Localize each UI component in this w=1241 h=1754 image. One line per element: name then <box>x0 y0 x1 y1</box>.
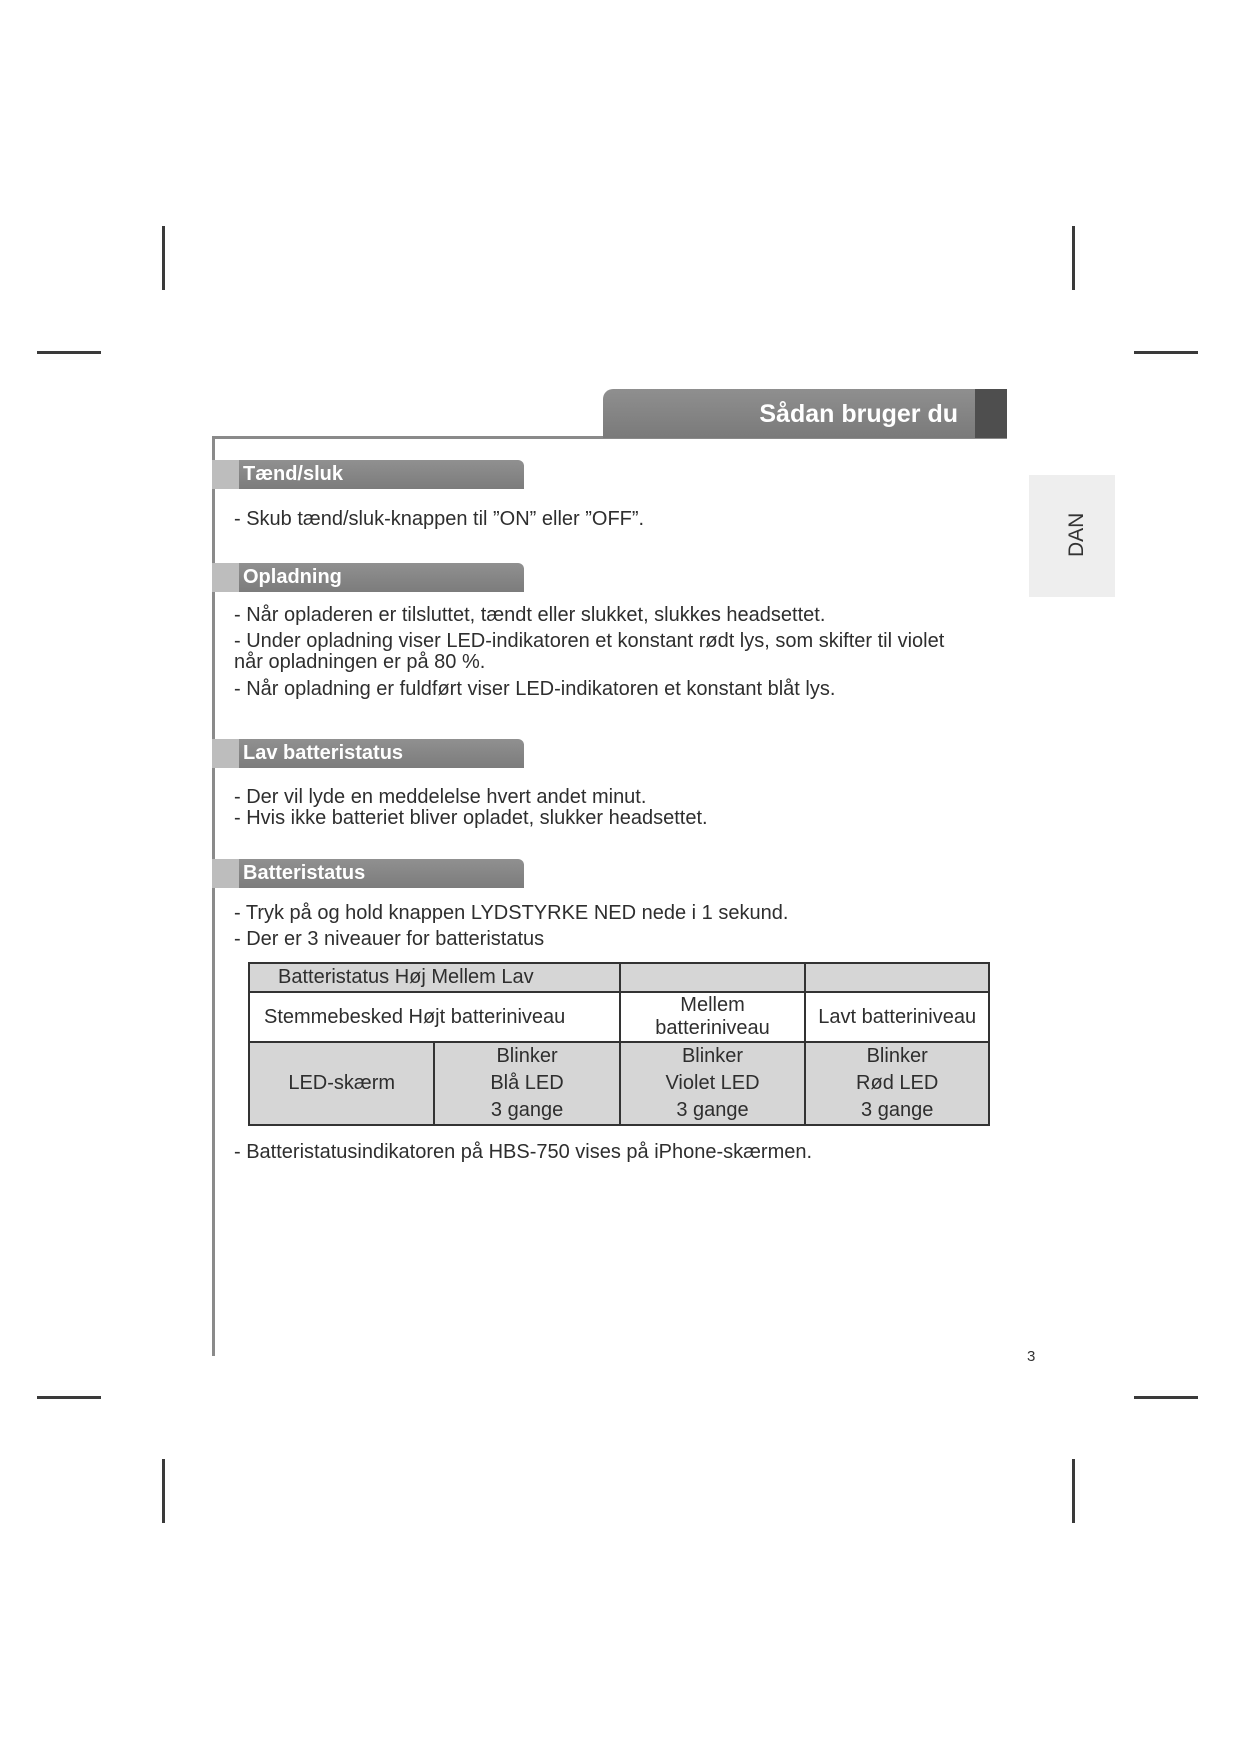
charging-line-2: - Under opladning viser LED-indikatoren et konstant rødt lys, som skifter til violet <box>234 630 945 652</box>
crop-mark-top-right <box>1072 226 1075 290</box>
language-tab <box>1029 475 1115 597</box>
section-header-charging <box>212 563 524 592</box>
table-cell: Lavt batteriniveau <box>805 992 989 1042</box>
section-header-battery-status <box>212 859 524 888</box>
table-header-cell: Batteristatus Høj Mellem Lav <box>249 963 620 992</box>
section-title: Opladning <box>243 566 342 588</box>
battery-status-line-1: - Tryk på og hold knappen LYDSTYRKE NED nede i 1 sekund. <box>234 902 789 924</box>
language-label: DAN <box>1065 512 1088 557</box>
low-battery-line-1: - Der vil lyde en meddelelse hvert andet minut. <box>234 786 647 808</box>
power-line-1: - Skub tænd/sluk-knappen til ”ON” eller ”OFF”. <box>234 508 645 530</box>
crop-mark-bottom-left <box>162 1459 165 1523</box>
crop-mark-top-right-h <box>1134 351 1198 354</box>
table-row <box>249 992 989 1042</box>
table-cell: Stemmebesked Højt batteriniveau <box>249 992 620 1042</box>
table-cell <box>434 1042 619 1125</box>
table-cell <box>805 1042 989 1125</box>
crop-mark-bottom-right <box>1072 1459 1075 1523</box>
section-title: Lav batteristatus <box>243 742 404 764</box>
crop-mark-bottom-right-h <box>1134 1396 1198 1399</box>
led-count-label: 3 gange <box>676 1099 749 1121</box>
table-row-label: LED-skærm <box>249 1042 434 1125</box>
table-cell: Mellem batteriniveau <box>620 992 806 1042</box>
charging-line-1: - Når opladeren er tilsluttet, tændt eller slukket, slukkes headsettet. <box>234 604 826 626</box>
crop-mark-top-left-h <box>37 351 101 354</box>
table-row <box>249 963 989 992</box>
section-title: Batteristatus <box>243 862 366 884</box>
led-blink-label: Blinker <box>496 1045 558 1067</box>
charging-line-4: - Når opladning er fuldført viser LED-indikatoren et konstant blåt lys. <box>234 678 836 700</box>
led-count-label: 3 gange <box>861 1099 934 1121</box>
page-number: 3 <box>1027 1348 1036 1365</box>
led-color-label: Violet LED <box>665 1072 760 1094</box>
table-header-cell <box>805 963 989 992</box>
battery-status-line-2: - Der er 3 niveauer for batteristatus <box>234 928 545 950</box>
crop-mark-top-left <box>162 226 165 290</box>
led-blink-label: Blinker <box>866 1045 928 1067</box>
low-battery-line-2: - Hvis ikke batteriet bliver opladet, slukker headsettet. <box>234 807 708 829</box>
led-color-label: Rød LED <box>856 1072 939 1094</box>
battery-status-table <box>248 962 990 1126</box>
section-header-low-battery <box>212 739 524 768</box>
section-header-power <box>212 460 524 489</box>
table-row <box>249 1042 989 1125</box>
chapter-header-block <box>975 389 1007 438</box>
led-count-label: 3 gange <box>490 1099 564 1121</box>
chapter-title: Sådan bruger du <box>759 400 958 428</box>
led-color-label: Blå LED <box>490 1072 564 1094</box>
table-header-cell <box>620 963 806 992</box>
charging-line-3: når opladningen er på 80 %. <box>234 651 486 673</box>
table-cell <box>620 1042 806 1125</box>
chapter-header-tab <box>603 389 978 438</box>
crop-mark-bottom-left-h <box>37 1396 101 1399</box>
battery-status-footnote: - Batteristatusindikatoren på HBS-750 vises på iPhone-skærmen. <box>234 1141 813 1163</box>
led-blink-label: Blinker <box>681 1045 744 1067</box>
section-title: Tænd/sluk <box>243 463 344 485</box>
